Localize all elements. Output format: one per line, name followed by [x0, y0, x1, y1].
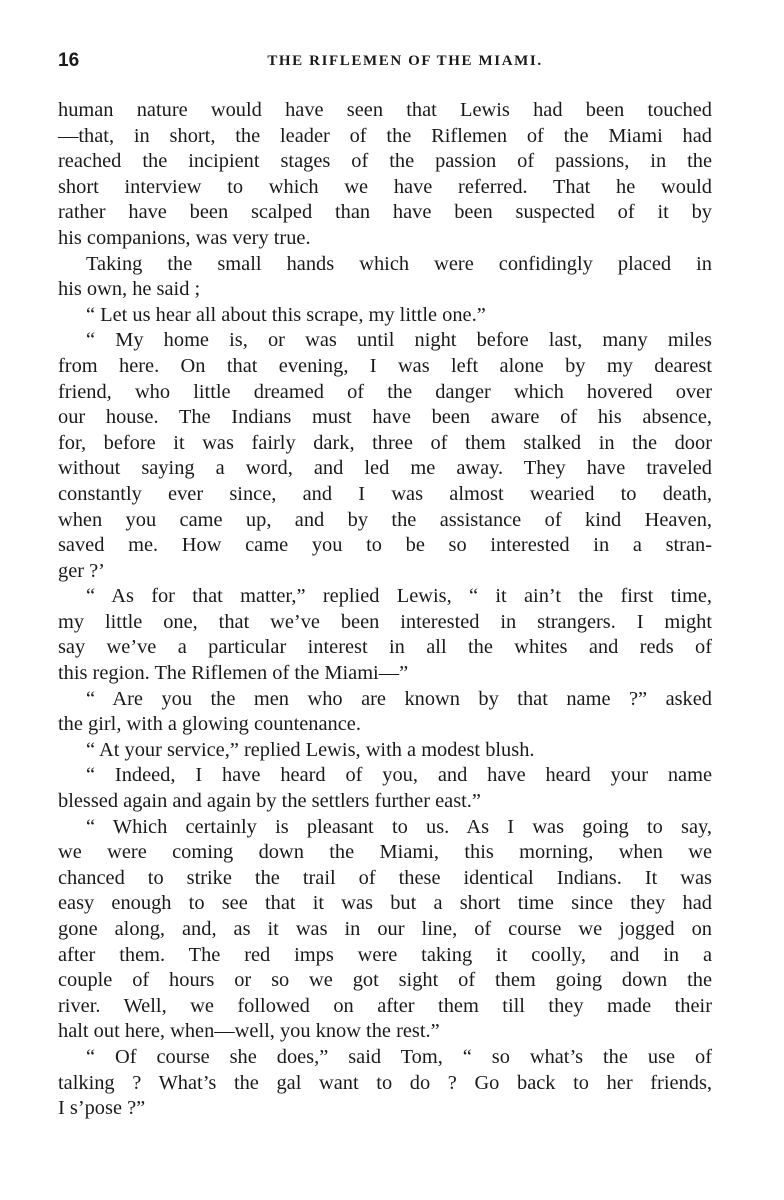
text-line: “ At your service,” replied Lewis, with a modest blush.: [86, 738, 535, 761]
text-line: saved me. How came you to be so interested in a stran-: [58, 534, 712, 557]
text-line: easy enough to see that it was but a short time since they had: [58, 892, 712, 915]
text-line: couple of hours or so we got sight of them going down the: [58, 969, 712, 992]
text-line: after them. The red imps were taking it coolly, and in a: [58, 943, 712, 966]
text-line: without saying a word, and led me away. They have traveled: [58, 457, 712, 480]
text-line: when you came up, and by the assistance of kind Heaven,: [58, 508, 712, 531]
running-title: THE RIFLEMEN OF THE MIAMI.: [267, 53, 543, 69]
text-line: Taking the small hands which were confidingly placed in: [86, 252, 712, 275]
text-line: say we’ve a particular interest in all the whites and reds of: [58, 636, 712, 659]
text-line: this region. The Riflemen of the Miami—”: [58, 662, 409, 685]
text-line: rather have been scalped than have been suspected of it by: [58, 201, 712, 224]
text-line: halt out here, when—well, you know the rest.”: [58, 1020, 440, 1043]
text-line: “ Let us hear all about this scrape, my little one.”: [86, 303, 486, 326]
text-line: “ As for that matter,” replied Lewis, “ it ain’t the first time,: [86, 585, 712, 608]
text-line: “ Which certainly is pleasant to us. As I was going to say,: [86, 815, 712, 838]
text-line: his companions, was very true.: [58, 226, 311, 249]
text-line: talking ? What’s the gal want to do ? Go back to her friends,: [58, 1071, 712, 1094]
text-line: our house. The Indians must have been aware of his absence,: [58, 406, 712, 429]
running-head: [58, 48, 712, 74]
text-line: river. Well, we followed on after them till they made their: [58, 994, 712, 1017]
text-line: blessed again and again by the settlers further east.”: [58, 790, 481, 813]
text-line: from here. On that evening, I was left alone by my dearest: [58, 354, 712, 377]
text-line: the girl, with a glowing countenance.: [58, 713, 361, 736]
text-line: “ Are you the men who are known by that name ?” asked: [86, 687, 712, 710]
text-line: —that, in short, the leader of the Riflemen of the Miami had: [58, 124, 712, 147]
text-line: gone along, and, as it was in our line, of course we jogged on: [58, 918, 712, 940]
body-text: [58, 98, 712, 1122]
text-line: for, before it was fairly dark, three of them stalked in the door: [58, 431, 712, 454]
page-number: 16: [58, 50, 80, 71]
text-line: my little one, that we’ve been interested in strangers. I might: [58, 610, 712, 633]
text-line: we were coming down the Miami, this morning, when we: [58, 841, 712, 864]
text-line: ger ?’: [58, 559, 105, 582]
text-line: friend, who little dreamed of the danger which hovered over: [58, 380, 712, 403]
text-line: “ Of course she does,” said Tom, “ so what’s the use of: [86, 1045, 712, 1068]
text-line: I s’pose ?”: [58, 1097, 146, 1120]
text-line: reached the incipient stages of the passion of passions, in the: [58, 150, 712, 173]
text-line: human nature would have seen that Lewis had been touched: [58, 99, 712, 121]
text-line: his own, he said ;: [58, 278, 201, 301]
text-line: “ Indeed, I have heard of you, and have heard your name: [86, 764, 712, 787]
text-line: constantly ever since, and I was almost wearied to death,: [58, 482, 712, 505]
text-line: short interview to which we have referred. That he would: [58, 175, 712, 198]
text-line: chanced to strike the trail of these identical Indians. It was: [58, 866, 712, 889]
text-line: “ My home is, or was until night before last, many miles: [86, 329, 712, 352]
